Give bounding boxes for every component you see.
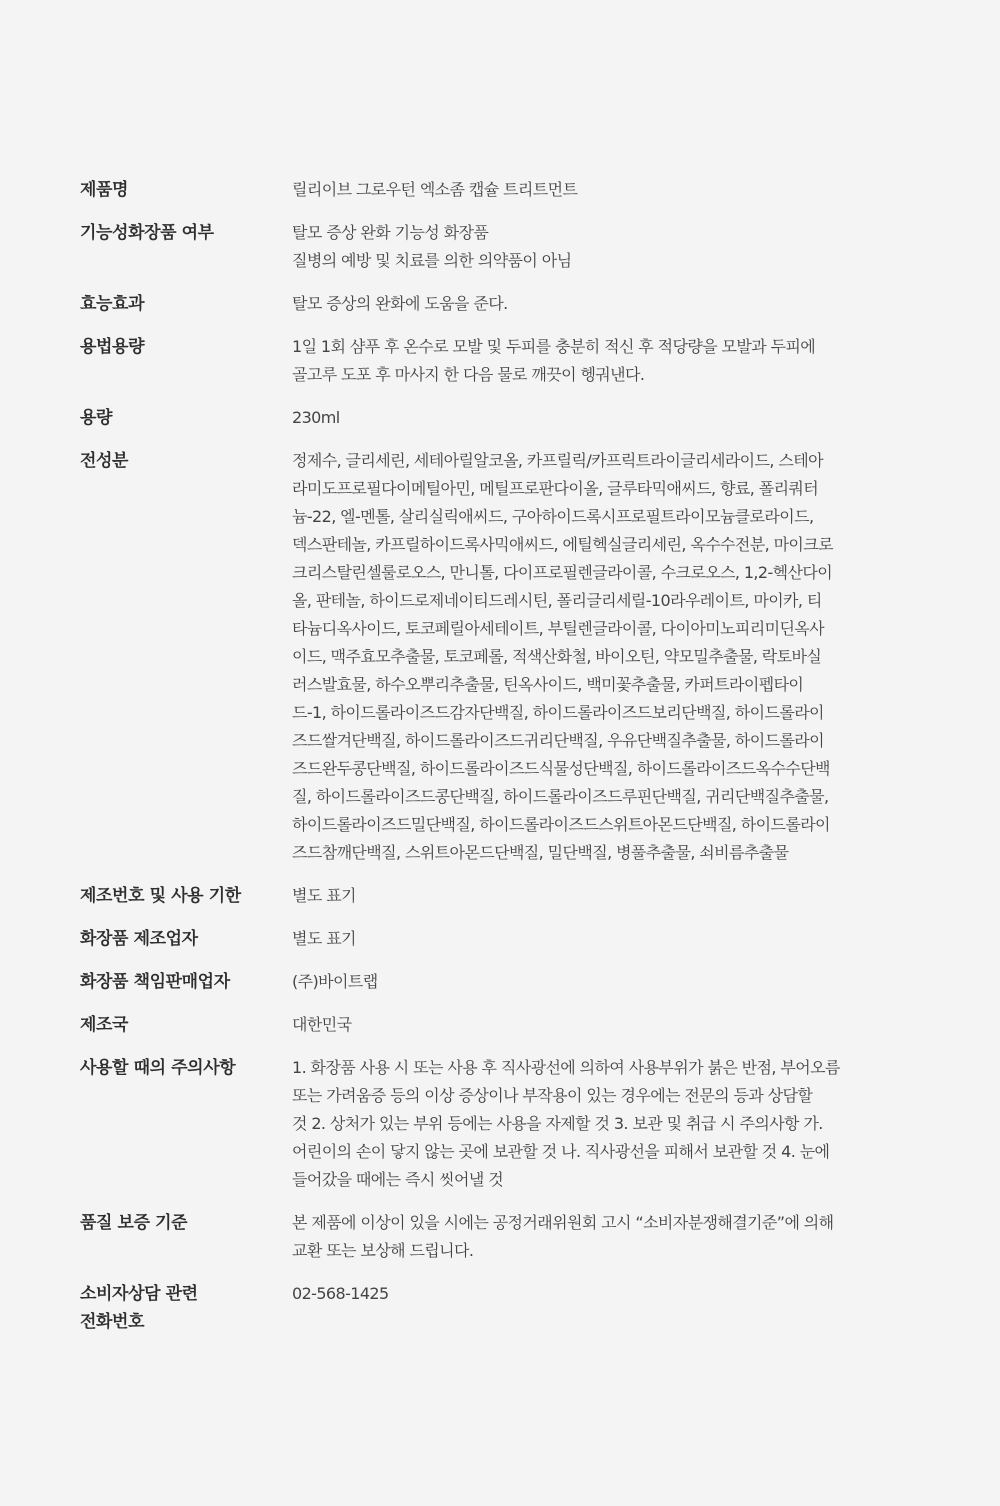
info-value-line: 즈드참깨단백질, 스위트아몬드단백질, 밀단백질, 병풀추출물, 쇠비름추출물 <box>292 843 789 862</box>
info-row <box>80 404 920 432</box>
info-row <box>80 290 920 318</box>
info-value-line: 올, 판테놀, 하이드로제네이티드레시틴, 폴리글리세릴-10라우레이트, 마이카, 티 <box>292 591 822 610</box>
info-row <box>80 219 920 275</box>
info-value-line: 즈드완두콩단백질, 하이드롤라이즈드식물성단백질, 하이드롤라이즈드옥수수단백 <box>292 759 830 778</box>
info-value-line: 하이드롤라이즈드밀단백질, 하이드롤라이즈드스위트아몬드단백질, 하이드롤라이 <box>292 815 830 834</box>
info-value-line: 타늄디옥사이드, 토코페릴아세테이트, 부틸렌글라이콜, 다이아미노피리미딘옥사 <box>292 619 825 638</box>
info-value-line: 라미도프로필다이메틸아민, 메틸프로판다이올, 글루타믹애씨드, 향료, 폴리쿼터 <box>292 479 819 498</box>
info-value-line: 릴리이브 그로우턴 엑소좀 캡슐 트리트먼트 <box>292 180 578 199</box>
info-label: 용법용량 <box>80 337 145 357</box>
info-value-line: 02-568-1425 <box>292 1284 389 1303</box>
info-label: 제조번호 및 사용 기한 <box>80 886 241 906</box>
info-label: 제품명 <box>80 180 129 200</box>
info-value-line: 드-1, 하이드롤라이즈드감자단백질, 하이드롤라이즈드보리단백질, 하이드롤라이 <box>292 703 824 722</box>
info-row <box>80 925 920 953</box>
info-value-line: 교환 또는 보상해 드립니다. <box>292 1241 474 1260</box>
info-row <box>80 1280 920 1336</box>
info-label <box>80 1280 292 1336</box>
info-value-line: 탈모 증상 완화 기능성 화장품 <box>292 223 489 242</box>
info-value <box>292 404 920 432</box>
info-row <box>80 447 920 867</box>
info-value-line: 즈드쌀겨단백질, 하이드롤라이즈드귀리단백질, 우유단백질추출물, 하이드롤라이 <box>292 731 825 750</box>
info-value-line: 1. 화장품 사용 시 또는 사용 후 직사광선에 의하여 사용부위가 붉은 반점, 부어오름 <box>292 1058 840 1077</box>
info-row <box>80 882 920 910</box>
info-label: 품질 보증 기준 <box>80 1213 188 1233</box>
info-label: 전성분 <box>80 451 129 471</box>
info-value-line: (주)바이트랩 <box>292 972 378 991</box>
info-row <box>80 1054 920 1194</box>
info-label: 기능성화장품 여부 <box>80 223 214 243</box>
info-value-line: 1일 1회 샴푸 후 온수로 모발 및 두피를 충분히 적신 후 적당량을 모발과 두피에 <box>292 337 816 356</box>
info-label: 화장품 제조업자 <box>80 929 198 949</box>
info-value-line: 골고루 도포 후 마사지 한 다음 물로 깨끗이 헹궈낸다. <box>292 365 645 384</box>
info-value-line: 늄-22, 엘-멘톨, 살리실릭애씨드, 구아하이드록시프로필트라이모늄클로라이드, <box>292 507 814 526</box>
info-label: 제조국 <box>80 1015 129 1035</box>
info-value-line: 230ml <box>292 408 340 427</box>
info-label: 효능효과 <box>80 294 145 314</box>
info-value-line: 질병의 예방 및 치료를 의한 의약품이 아님 <box>292 251 572 270</box>
info-row <box>80 1011 920 1039</box>
info-value <box>292 1280 920 1308</box>
info-value-line: 정제수, 글리세린, 세테아릴알코올, 카프릴릭/카프릭트라이글리세라이드, 스테아 <box>292 451 823 470</box>
info-value-line: 크리스탈린셀룰로오스, 만니톨, 다이프로필렌글라이콜, 수크로오스, 1,2-헥산다이 <box>292 563 833 582</box>
info-value-line: 별도 표기 <box>292 929 356 948</box>
info-value-line: 별도 표기 <box>292 886 356 905</box>
info-value-line: 이드, 맥주효모추출물, 토코페롤, 적색산화철, 바이오틴, 약모밀추출물, 락토바실 <box>292 647 822 666</box>
info-value <box>292 1054 920 1194</box>
info-label: 화장품 책임판매업자 <box>80 972 230 992</box>
info-row <box>80 176 920 204</box>
info-value <box>292 1209 920 1265</box>
info-row <box>80 333 920 389</box>
info-value-line: 탈모 증상의 완화에 도움을 준다. <box>292 294 508 313</box>
info-label: 사용할 때의 주의사항 <box>80 1058 236 1078</box>
info-row <box>80 968 920 996</box>
info-row <box>80 1209 920 1265</box>
info-value-line: 또는 가려움증 등의 이상 증상이나 부작용이 있는 경우에는 전문의 등과 상담할 <box>292 1086 813 1105</box>
info-value <box>292 1011 920 1039</box>
info-value-line: 덱스판테놀, 카프릴하이드록사믹애씨드, 에틸헥실글리세린, 옥수수전분, 마이크로 <box>292 535 833 554</box>
info-label-line: 소비자상담 관련 <box>80 1284 198 1304</box>
info-value <box>292 968 920 996</box>
info-value-line: 대한민국 <box>292 1015 352 1034</box>
info-value <box>292 925 920 953</box>
info-value <box>292 290 920 318</box>
info-value-line: 어린이의 손이 닿지 않는 곳에 보관할 것 나. 직사광선을 피해서 보관할 것 4. 눈에 <box>292 1142 830 1161</box>
info-value-line: 질, 하이드롤라이즈드콩단백질, 하이드롤라이즈드루핀단백질, 귀리단백질추출물, <box>292 787 829 806</box>
info-value-line: 들어갔을 때에는 즉시 씻어낼 것 <box>292 1170 504 1189</box>
info-value-line: 본 제품에 이상이 있을 시에는 공정거래위원회 고시 “소비자분쟁해결기준”에 의해 <box>292 1213 834 1232</box>
info-value <box>292 333 920 389</box>
info-value <box>292 882 920 910</box>
product-info-table <box>80 176 920 1351</box>
info-value-line: 러스발효물, 하수오뿌리추출물, 틴옥사이드, 백미꽃추출물, 카퍼트라이펩타이 <box>292 675 804 694</box>
info-value <box>292 447 920 867</box>
info-value-line: 것 2. 상처가 있는 부위 등에는 사용을 자제할 것 3. 보관 및 취급 시 주의사항 가. <box>292 1114 823 1133</box>
info-value <box>292 176 920 204</box>
info-label-line: 전화번호 <box>80 1312 145 1332</box>
info-value <box>292 219 920 275</box>
info-label: 용량 <box>80 408 113 428</box>
